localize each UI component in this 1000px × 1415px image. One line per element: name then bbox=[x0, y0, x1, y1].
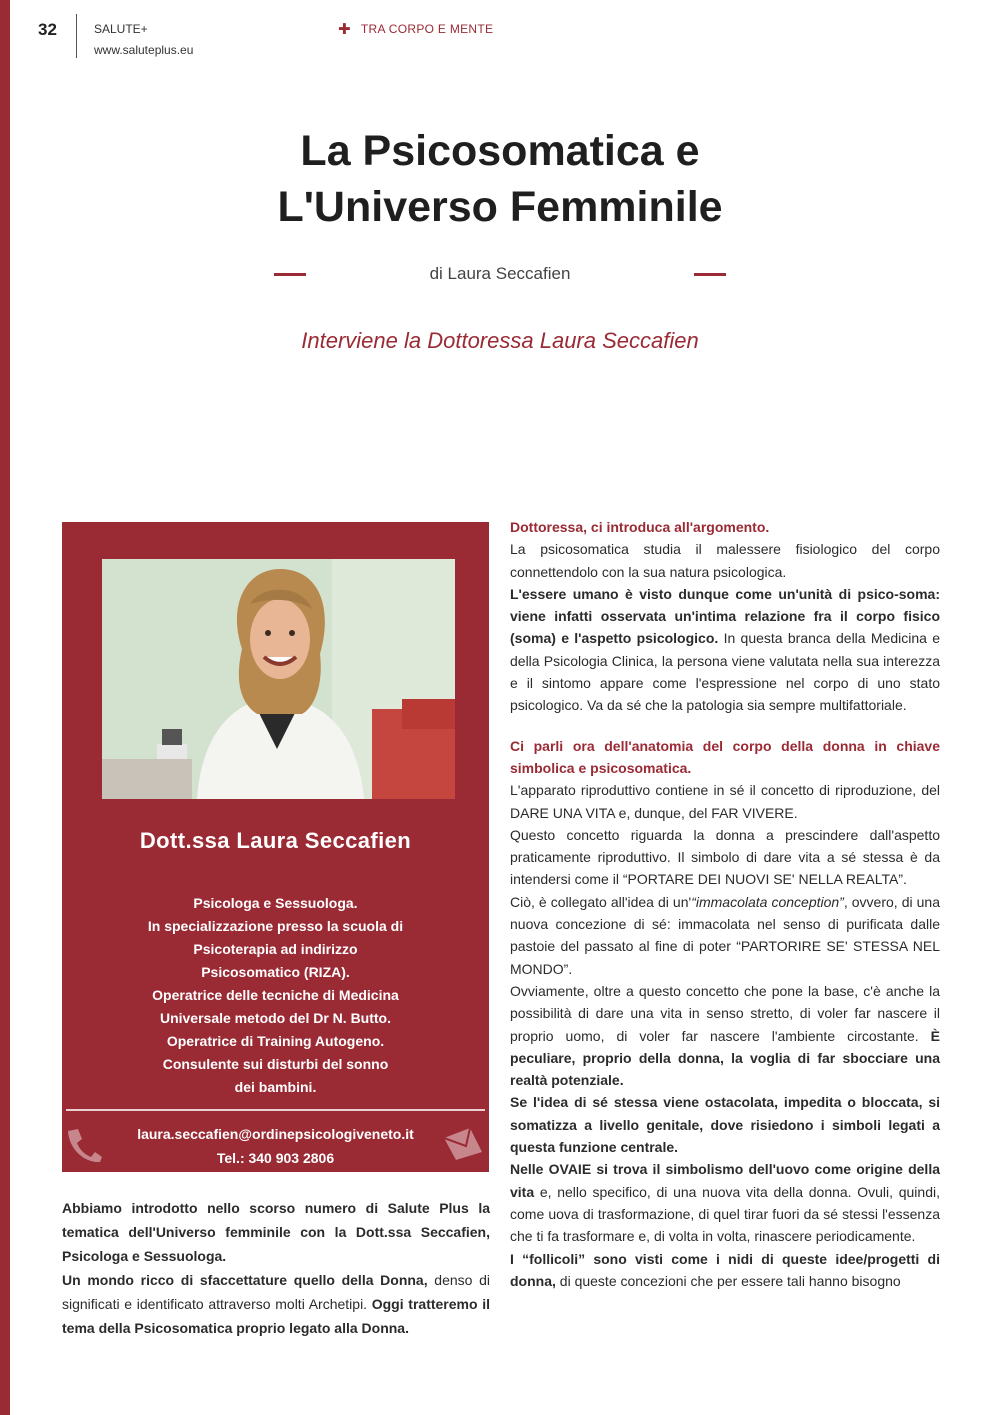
paragraph bbox=[510, 891, 940, 980]
left-column-text bbox=[62, 1196, 490, 1340]
author-name: Dott.ssa Laura Seccafien bbox=[139, 828, 412, 853]
paragraph bbox=[510, 1158, 940, 1247]
credential-line: Operatrice di Training Autogeno. bbox=[166, 1033, 385, 1049]
intro-subtitle: Interviene la Dottoressa Laura Seccafien bbox=[301, 328, 699, 353]
portrait-illustration bbox=[102, 559, 455, 799]
paragraph bbox=[510, 583, 940, 717]
mail-icon bbox=[442, 1126, 484, 1160]
credential-line: Psicoterapia ad indirizzo bbox=[193, 941, 358, 957]
credential-line: Psicosomatico (RIZA). bbox=[201, 964, 350, 980]
bold-text: L'essere umano è visto dunque come un'unità di psico-soma: viene infatti osservata un'intima relazione fra il corpo fisico (soma) e l'aspetto psicologico. bbox=[510, 585, 940, 647]
bold-text: È peculiare, proprio della donna, la voglia di far sbocciare una realtà potenziale. bbox=[510, 1027, 940, 1089]
bold-text: Abbiamo introdotto nello scorso numero di Salute Plus la tematica dell'Universo femminile con la Dott.ssa Seccafien, Psicologa e Sessuologa. bbox=[62, 1200, 490, 1264]
body-text: , ovvero, di una nuova concezione di sé: immacolata nel senso di purificata dalle pastoie del passato al fine di poter “PARTORIRE SE' STESSA NEL MONDO”. bbox=[510, 893, 940, 977]
paragraph bbox=[62, 1196, 490, 1268]
phone-number[interactable]: Tel.: 340 903 2806 bbox=[216, 1150, 335, 1166]
credential-line: Operatrice delle tecniche di Medicina bbox=[152, 987, 399, 1003]
bold-text: Un mondo ricco di sfaccettature quello della Donna, bbox=[62, 1272, 428, 1288]
credential-line: Consulente sui disturbi del sonno bbox=[162, 1056, 389, 1072]
bold-text: Nelle OVAIE si trova il simbolismo dell'uovo come origine della vita bbox=[510, 1161, 940, 1200]
paragraph bbox=[510, 1248, 940, 1293]
author-bio-box bbox=[62, 522, 489, 1172]
body-text: Ovviamente, oltre a questo concetto che pone la base, c'è anche la possibilità di dare una vita in senso stretto, di voler far nascere il proprio uomo, di voler far nascere l'ambiente circostante. bbox=[510, 982, 940, 1044]
website-link[interactable]: www.saluteplus.eu bbox=[94, 43, 194, 57]
header-divider bbox=[76, 14, 77, 58]
page-number: 32 bbox=[38, 20, 57, 39]
paragraph bbox=[62, 1268, 490, 1340]
paragraph: La psicosomatica studia il malessere fisiologico del corpo connettendolo con la sua natura psicologica. bbox=[510, 541, 940, 580]
paragraph: L'apparato riproduttivo contiene in sé il concetto di riproduzione, del DARE UNA VITA e, dunque, del FAR VIVERE. bbox=[510, 782, 940, 821]
credential-line: Psicologa e Sessuologa. bbox=[193, 895, 358, 911]
section-label bbox=[338, 20, 493, 38]
credential-line: dei bambini. bbox=[234, 1079, 317, 1095]
title-line-2: L'Universo Femminile bbox=[277, 183, 723, 231]
author-contact bbox=[62, 1122, 489, 1170]
byline: di Laura Seccafien bbox=[429, 264, 571, 283]
paragraph bbox=[510, 980, 940, 1091]
bold-text: I “follicoli” sono visti come i nidi di queste idee/progetti di donna, bbox=[510, 1250, 940, 1289]
portrait-photo bbox=[102, 559, 455, 799]
brand-name: SALUTE+ bbox=[94, 22, 148, 36]
magazine-brand bbox=[94, 19, 193, 61]
interview-question: Dottoressa, ci introduca all'argomento. bbox=[510, 519, 770, 535]
italic-text: “immacolata conception” bbox=[691, 893, 844, 910]
paragraph: Questo concetto riguarda la donna a prescindere dall'aspetto praticamente riproduttivo. Il simbolo di dare vita a sé stessa è da intendersi come il “PORTARE DEI NUOVI SE' NELLA REALTA”. bbox=[510, 826, 940, 888]
body-text: di queste concezioni che per essere tali hanno bisogno bbox=[555, 1272, 901, 1289]
plus-icon: ✚ bbox=[338, 21, 351, 38]
body-text: Ciò, è collegato all'idea di un' bbox=[510, 893, 692, 910]
bold-text: Se l'idea di sé stessa viene ostacolata, impedita o bloccata, si somatizza a livello genitale, dove risiedono i simboli legati a questa funzione centrale. bbox=[510, 1094, 940, 1156]
section-name: TRA CORPO E MENTE bbox=[360, 22, 494, 36]
article-title bbox=[0, 123, 1000, 235]
right-column-text bbox=[510, 516, 940, 1292]
body-text: In questa branca della Medicina e della Psicologia Clinica, la persona viene valutata nella sua interezza e il sintomo appare come l'espressione nel corpo di uno stato psicologico. Va da sé che la patologia sia sempre multifattoriale. bbox=[510, 630, 940, 714]
credential-line: Universale metodo del Dr N. Butto. bbox=[159, 1010, 392, 1026]
bio-divider bbox=[66, 1109, 485, 1111]
email-link[interactable]: laura.seccafien@ordinepsicologiveneto.it bbox=[137, 1126, 414, 1142]
title-line-1: La Psicosomatica e bbox=[300, 127, 700, 175]
credential-line: In specializzazione presso la scuola di bbox=[147, 918, 404, 934]
paragraph bbox=[510, 1091, 940, 1158]
author-credentials bbox=[102, 892, 449, 1099]
byline-dash-right bbox=[694, 273, 726, 276]
body-text: denso di significati e identificato attraverso molti Archetipi. bbox=[62, 1272, 491, 1312]
interview-question: Ci parli ora dell'anatomia del corpo della donna in chiave simbolica e psicosomatica. bbox=[510, 737, 940, 776]
bold-text: Oggi tratteremo il tema della Psicosomatica proprio legato alla Donna. bbox=[62, 1296, 490, 1336]
body-text: e, nello specifico, di una nuova vita della donna. Ovuli, quindi, come uova di trasformazione, di quel tirar fuori da sé stessi l'essenza che ti fa trasformare e, di volta in volta, rinascere periodicamente. bbox=[510, 1183, 940, 1245]
